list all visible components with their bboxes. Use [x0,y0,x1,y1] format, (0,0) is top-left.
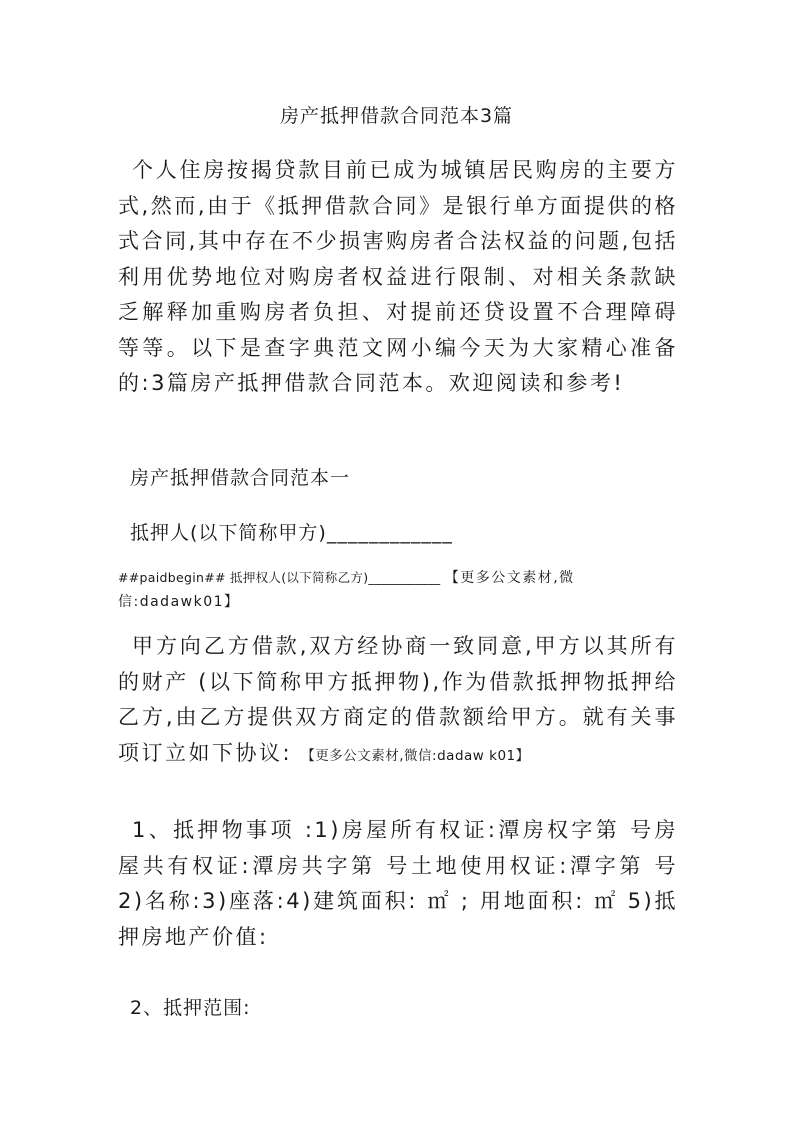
clause-2: 2、抵押范围: [130,997,251,1019]
section-heading: 房产抵押借款合同范本一 [130,467,351,489]
agreement-paragraph [118,629,678,774]
mortgagor-line: 抵押人(以下简称甲方)____________ [130,522,453,544]
clause-1: 1、抵押物事项 :1)房屋所有权证:潭房权字第 号房屋共有权证:潭房共字第 号土地使用权证:潭字第 号 2)名称:3)座落:4)建筑面积: ㎡ ; 用地面积: ㎡ 5)抵押房地产价值: [118,818,678,949]
agreement-wechat-note: 【更多公文素材,微信:dadaw k01】 [301,747,530,764]
mortgagee-text: ##paidbegin## 抵押权人(以下简称乙方)___________ [118,570,441,585]
agreement-text: 甲方向乙方借款,双方经协商一致同意,甲方以其所有的财产 (以下简称甲方抵押物),作为借款抵押物抵押给乙方,由乙方提供双方商定的借款额给甲方。就有关事项订立如下协议: [118,634,678,765]
document-title: 房产抵押借款合同范本3篇 [279,105,514,127]
wechat-note: 【更多公文素材,微信:dadawk01】 [118,570,575,610]
intro-paragraph: 个人住房按揭贷款目前已成为城镇居民购房的主要方式,然而,由于《抵押借款合同》是银行单方面提供的格式合同,其中存在不少损害购房者合法权益的问题,包括利用优势地位对购房者权益进行限制、对相关条款缺乏解释加重购房者负担、对提前还贷设置不合理障碍等等。以下是查字典范文网小编今天为大家精心准备的:3篇房产抵押借款合同范本。欢迎阅读和参考! [118,158,678,395]
mortgagee-line [118,566,678,614]
